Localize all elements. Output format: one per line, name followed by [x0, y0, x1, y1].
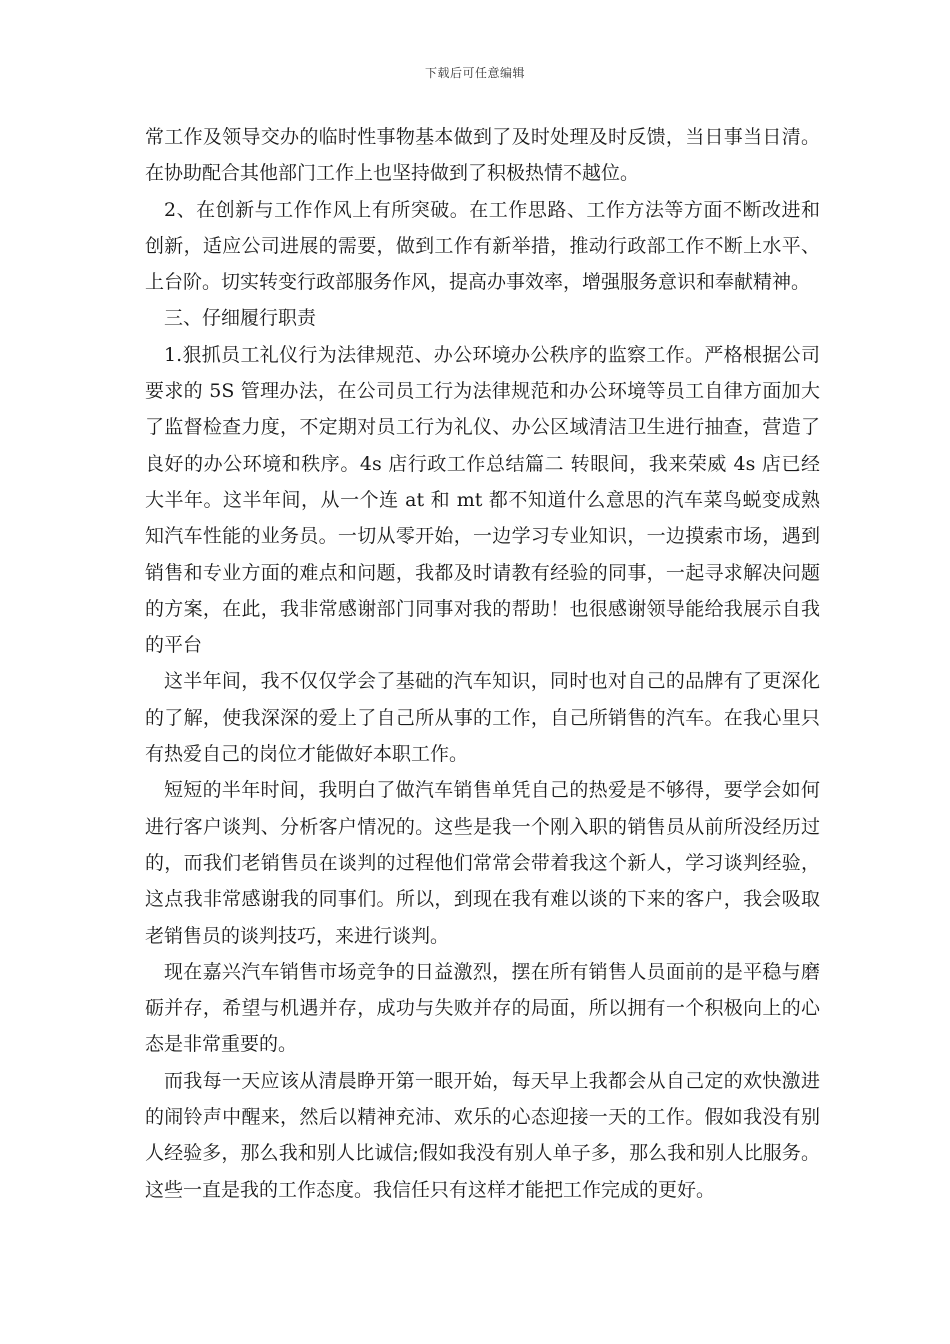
paragraph-7: 而我每一天应该从清晨睁开第一眼开始，每天早上我都会从自己定的欢快激进的闹铃声中醒来，然后以精神充沛、欢乐的心态迎接一天的工作。假如我没有别人经验多，那么我和别人比诚信;假如我没有别人单子多，那么我和别人比服务。这些一直是我的工作态度。我信任只有这样才能把工作完成的更好。: [145, 1069, 820, 1201]
paragraph-4: 这半年间，我不仅仅学会了基础的汽车知识，同时也对自己的品牌有了更深化的了解，使我深深的爱上了自己所从事的工作，自己所销售的汽车。在我心里只有热爱自己的岗位才能做好本职工作。: [145, 670, 820, 766]
paragraph-5: 短短的半年时间，我明白了做汽车销售单凭自己的热爱是不够得，要学会如何进行客户谈判、分析客户情况的。这些是我一个刚入职的销售员从前所没经历过的，而我们老销售员在谈判的过程他们常常会带着我这个新人，学习谈判经验，这点我非常感谢我的同事们。所以，到现在我有难以谈的下来的客户，我会吸取老销售员的谈判技巧，来进行谈判。: [145, 779, 820, 947]
page-header: 下载后可任意编辑: [424, 66, 525, 80]
paragraph-3: 1.狠抓员工礼仪行为法律规范、办公环境办公秩序的监察工作。严格根据公司要求的 5S 管理办法，在公司员工行为法律规范和办公环境等员工自律方面加大了监督检查力度，不定期对员工行为礼仪、办公区域清洁卫生进行抽查，营造了良好的办公环境和秩序。4s 店行政工作总结篇二 转眼间，我来荣威 4s 店已经大半年。这半年间，从一个连 at 和 mt 都不知道什么意思的汽车菜鸟蜕变成熟知汽车性能的业务员。一切从零开始，一边学习专业知识，一边摸索市场，遇到销售和专业方面的难点和问题，我都及时请教有经验的同事，一起寻求解决问题的方案，在此，我非常感谢部门同事对我的帮助！也很感谢领导能给我展示自我的平台: [145, 343, 820, 657]
paragraph-1: 常工作及领导交办的临时性事物基本做到了及时处理及时反馈，当日事当日清。在协助配合其他部门工作上也坚持做到了积极热情不越位。: [145, 126, 820, 185]
section-heading: 三、仔细履行职责: [164, 307, 317, 330]
paragraph-6: 现在嘉兴汽车销售市场竞争的日益激烈，摆在所有销售人员面前的是平稳与磨砺并存，希望与机遇并存，成功与失败并存的局面，所以拥有一个积极向上的心态是非常重要的。: [145, 960, 820, 1056]
paragraph-2: 2、在创新与工作作风上有所突破。在工作思路、工作方法等方面不断改进和创新，适应公司进展的需要，做到工作有新举措，推动行政部工作不断上水平、上台阶。切实转变行政部服务作风，提高办事效率，增强服务意识和奉献精神。: [145, 198, 820, 294]
document-body: [145, 119, 820, 1208]
